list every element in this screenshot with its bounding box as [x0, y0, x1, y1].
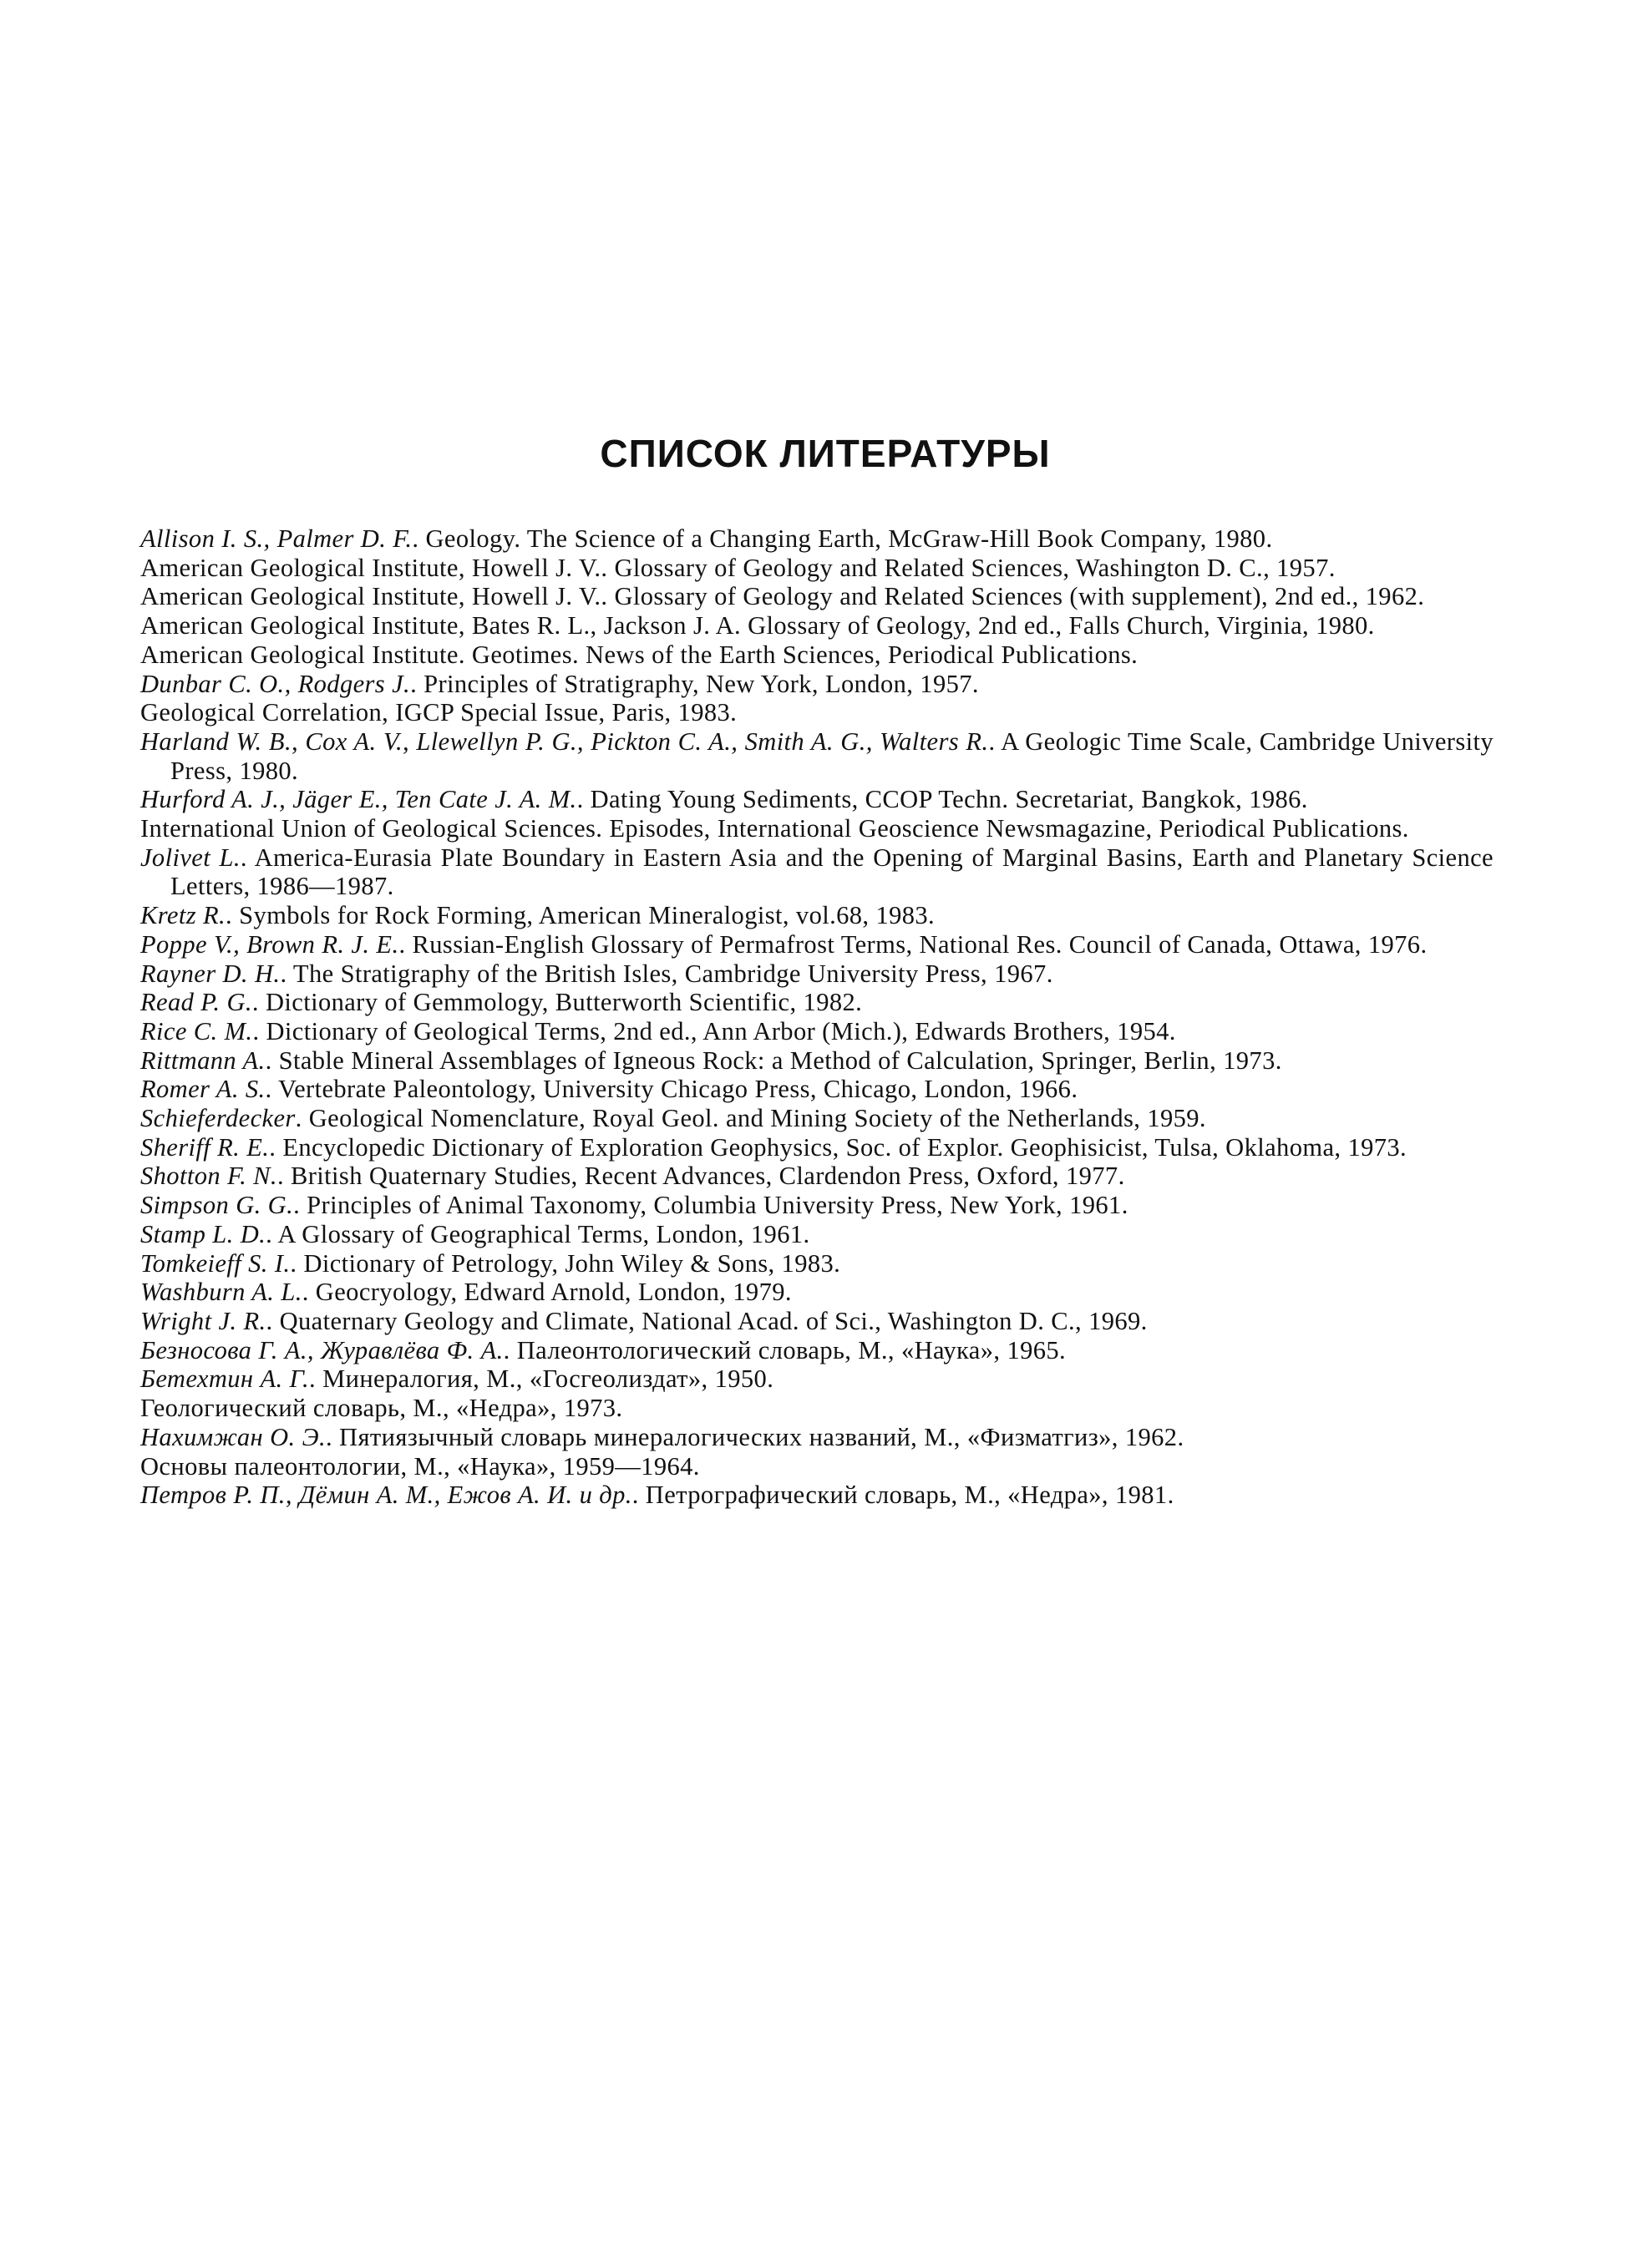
- reference-text: . The Stratigraphy of the British Isles, Cambridge University Press, 1967.: [280, 959, 1053, 988]
- reference-entry: [140, 1452, 1494, 1481]
- reference-entry: [140, 843, 1494, 901]
- reference-text: American Geological Institute, Howell J. V.. Glossary of Geology and Related Sciences, Washington D. C., 1957.: [140, 553, 1336, 582]
- reference-entry: [140, 959, 1494, 989]
- bibliography-page: [140, 418, 1494, 1510]
- reference-entry: [140, 930, 1494, 959]
- reference-author: Jolivet L.: [140, 843, 241, 872]
- reference-author: Петров Р. П., Дёмин А. М., Ежов А. И. и др.: [140, 1481, 632, 1510]
- reference-text: . America-Eurasia Plate Boundary in Eastern Asia and the Opening of Marginal Basins, Earth and Planetary Science Letters, 1986—1987.: [170, 843, 1494, 901]
- reference-entry: [140, 554, 1494, 583]
- reference-author: Read P. G.: [140, 988, 252, 1017]
- reference-author: Rayner D. H.: [140, 959, 281, 988]
- reference-text: International Union of Geological Sciences. Episodes, International Geoscience Newsmagazine, Periodical Publications.: [140, 814, 1409, 843]
- reference-text: Основы палеонтологии, М., «Наука», 1959—1964.: [140, 1451, 700, 1481]
- reference-author: Harland W. B., Cox A. V., Llewellyn P. G., Pickton C. A., Smith A. G., Walters R.: [140, 726, 989, 756]
- reference-text: . A Geologic Time Scale, Cambridge University Press, 1980.: [170, 726, 1494, 785]
- reference-text: American Geological Institute, Howell J. V.. Glossary of Geology and Related Sciences (with supplement), 2nd ed., 1962.: [140, 582, 1425, 611]
- reference-entry: [140, 670, 1494, 699]
- reference-author: Безносова Г. А., Журавлёва Ф. А.: [140, 1335, 504, 1364]
- reference-text: . Петрографический словарь, М., «Недра», 1981.: [631, 1481, 1174, 1510]
- reference-entry: [140, 1220, 1494, 1249]
- reference-entry: [140, 1133, 1494, 1162]
- reference-entry: [140, 611, 1494, 640]
- reference-text: . Vertebrate Paleontology, University Chicago Press, Chicago, London, 1966.: [265, 1075, 1078, 1104]
- reference-entry: [140, 698, 1494, 727]
- reference-text: . Пятиязычный словарь минералогических названий, М., «Физматгиз», 1962.: [325, 1422, 1184, 1451]
- reference-entry: [140, 582, 1494, 611]
- reference-author: Нахимжан О. Э.: [140, 1422, 326, 1451]
- reference-author: Washburn A. L.: [140, 1278, 302, 1307]
- reference-text: . Geological Nomenclature, Royal Geol. and Mining Society of the Netherlands, 1959.: [295, 1104, 1206, 1133]
- reference-entry: [140, 1307, 1494, 1336]
- reference-text: . Dictionary of Gemmology, Butterworth Scientific, 1982.: [251, 988, 863, 1017]
- reference-entry: [140, 785, 1494, 814]
- reference-entry: [140, 1364, 1494, 1394]
- reference-text: . Палеонтологический словарь, М., «Наука», 1965.: [503, 1335, 1067, 1364]
- reference-entry: [140, 1481, 1494, 1510]
- reference-text: Геологический словарь, М., «Недра», 1973.: [140, 1394, 623, 1423]
- reference-entry: [140, 814, 1494, 843]
- reference-author: Sheriff R. E.: [140, 1132, 270, 1162]
- reference-entry: [140, 901, 1494, 930]
- reference-entry: [140, 1394, 1494, 1423]
- reference-author: Stamp L. D.: [140, 1219, 266, 1248]
- reference-author: Poppe V., Brown R. J. E.: [140, 929, 399, 959]
- reference-text: . Dictionary of Petrology, John Wiley & Sons, 1983.: [290, 1248, 841, 1278]
- reference-text: . Symbols for Rock Forming, American Mineralogist, vol.68, 1983.: [226, 901, 936, 930]
- reference-entry: [140, 640, 1494, 670]
- reference-text: . Principles of Stratigraphy, New York, London, 1957.: [410, 669, 979, 698]
- reference-entry: [140, 1075, 1494, 1104]
- reference-author: Tomkeieff S. I.: [140, 1248, 291, 1278]
- reference-text: . Geocryology, Edward Arnold, London, 1979.: [302, 1278, 792, 1307]
- reference-author: Kretz R.: [140, 901, 226, 930]
- reference-text: American Geological Institute. Geotimes. News of the Earth Sciences, Periodical Publications.: [140, 640, 1139, 669]
- reference-author: Simpson G. G.: [140, 1191, 294, 1220]
- reference-text: . Quaternary Geology and Climate, National Acad. of Sci., Washington D. C., 1969.: [266, 1306, 1148, 1335]
- reference-entry: [140, 1191, 1494, 1220]
- reference-author: Rice C. M.: [140, 1016, 253, 1045]
- reference-text: . British Quaternary Studies, Recent Advances, Clardendon Press, Oxford, 1977.: [276, 1162, 1125, 1191]
- reference-entry: [140, 1104, 1494, 1133]
- reference-entry: [140, 727, 1494, 785]
- reference-author: Shotton F. N.: [140, 1162, 277, 1191]
- reference-author: Hurford A. J., Jäger E., Ten Cate J. A. M.: [140, 785, 577, 814]
- reference-author: Rittmann A.: [140, 1045, 266, 1075]
- reference-text: . Dating Young Sediments, CCOP Techn. Secretariat, Bangkok, 1986.: [576, 785, 1308, 814]
- reference-entry: [140, 988, 1494, 1017]
- reference-text: Geological Correlation, IGCP Special Issue, Paris, 1983.: [140, 698, 738, 727]
- page-title: СПИСОК ЛИТЕРАТУРЫ: [600, 432, 1051, 475]
- reference-author: Бетехтин А. Г.: [140, 1364, 310, 1394]
- reference-entry: [140, 1046, 1494, 1076]
- reference-text: . Dictionary of Geological Terms, 2nd ed., Ann Arbor (Mich.), Edwards Brothers, 1954.: [252, 1016, 1176, 1045]
- reference-text: . Principles of Animal Taxonomy, Columbia University Press, New York, 1961.: [293, 1191, 1128, 1220]
- reference-text: . Encyclopedic Dictionary of Exploration Geophysics, Soc. of Explor. Geophisicist, Tulsa, Oklahoma, 1973.: [269, 1132, 1407, 1162]
- reference-entry: [140, 1017, 1494, 1046]
- reference-author: Allison I. S., Palmer D. F.: [140, 524, 413, 553]
- reference-entry: [140, 1249, 1494, 1278]
- reference-text: . Geology. The Science of a Changing Earth, McGraw-Hill Book Company, 1980.: [412, 524, 1273, 553]
- reference-text: . Минералогия, М., «Госгеолиздат», 1950.: [309, 1364, 774, 1394]
- reference-entry: [140, 1423, 1494, 1452]
- reference-text: American Geological Institute, Bates R. L., Jackson J. A. Glossary of Geology, 2nd ed., Falls Church, Virginia, 1980.: [140, 611, 1375, 640]
- reference-entry: [140, 1162, 1494, 1191]
- reference-text: . Russian-English Glossary of Permafrost Terms, National Res. Council of Canada, Ottawa, 1976.: [398, 929, 1428, 959]
- reference-entry: [140, 524, 1494, 554]
- reference-author: Schieferdecker: [140, 1104, 296, 1133]
- reference-text: . A Glossary of Geographical Terms, London, 1961.: [266, 1219, 810, 1248]
- reference-list: [140, 524, 1494, 1510]
- reference-author: Romer A. S.: [140, 1075, 266, 1104]
- reference-author: Dunbar C. O., Rodgers J.: [140, 669, 411, 698]
- reference-entry: [140, 1336, 1494, 1365]
- reference-author: Wright J. R.: [140, 1306, 266, 1335]
- reference-entry: [140, 1278, 1494, 1307]
- reference-text: . Stable Mineral Assemblages of Igneous Rock: a Method of Calculation, Springer, Berlin, 1973.: [265, 1045, 1282, 1075]
